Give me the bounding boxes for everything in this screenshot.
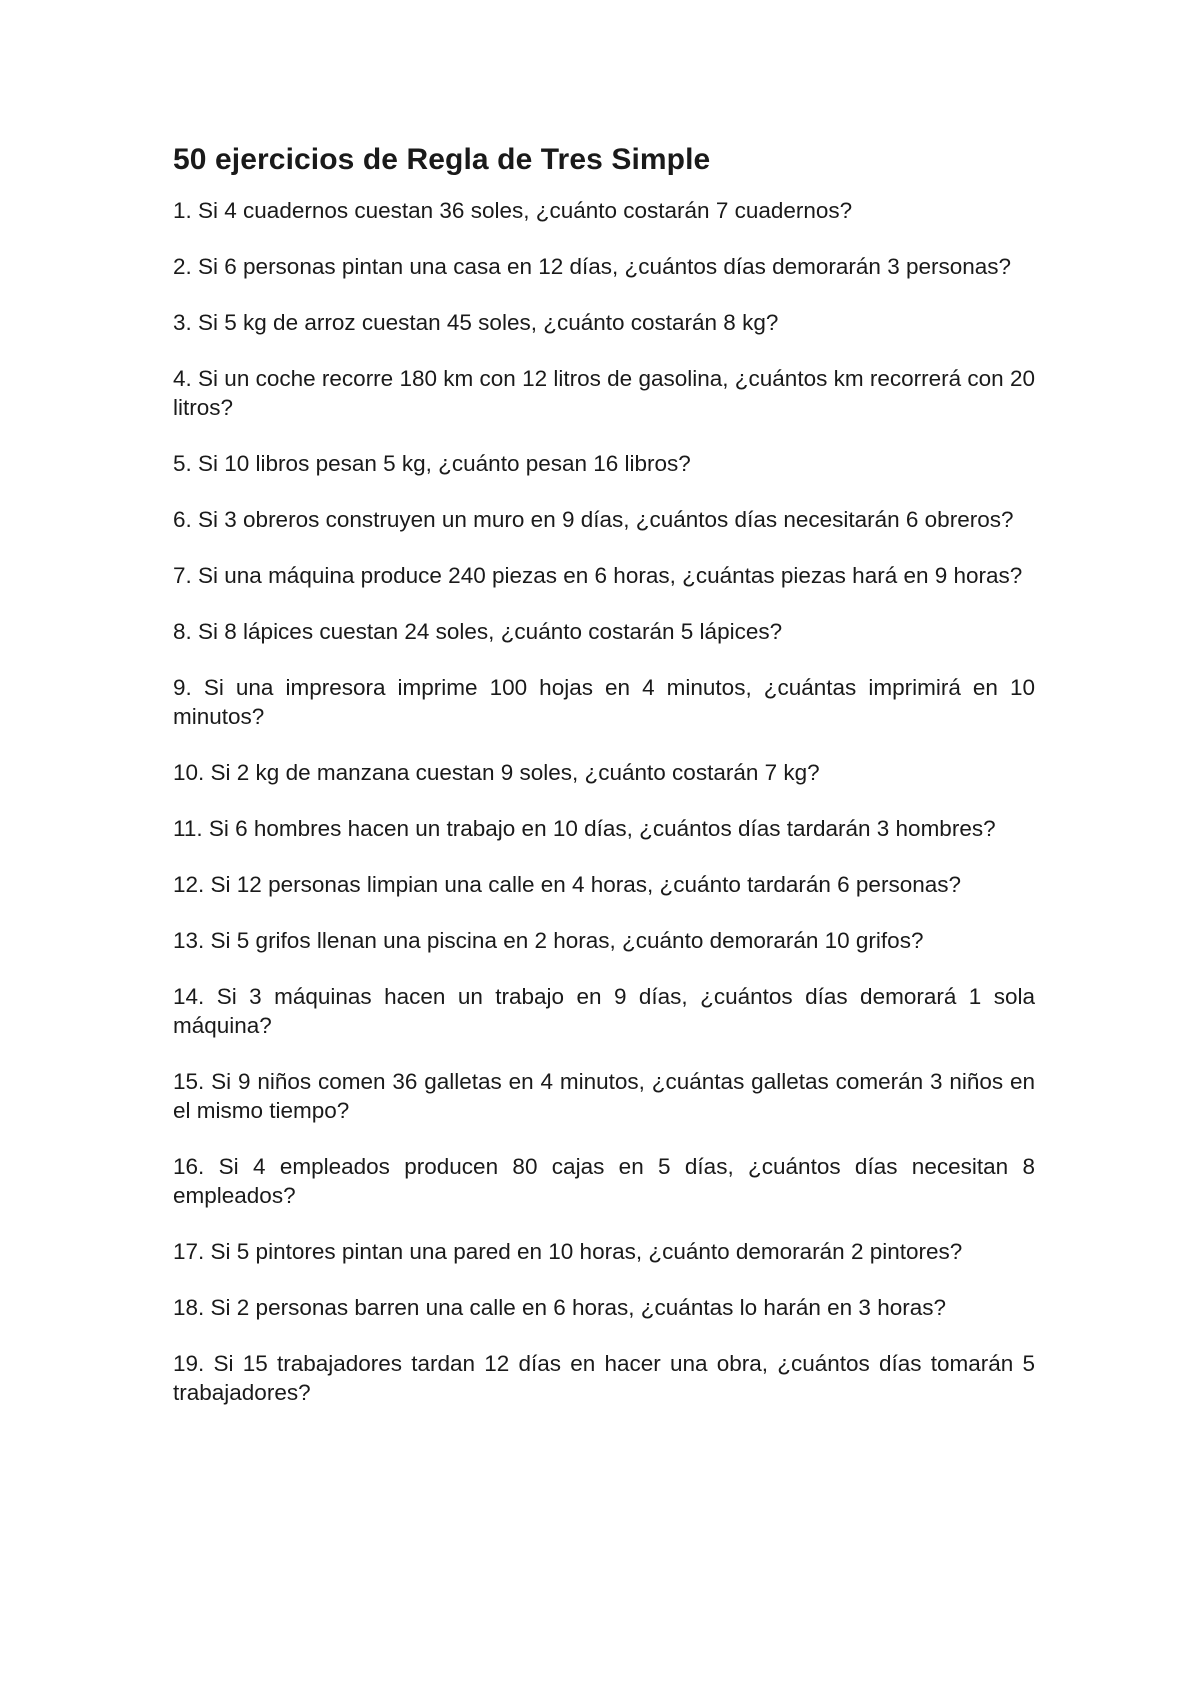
exercise-item: 8. Si 8 lápices cuestan 24 soles, ¿cuánto costarán 5 lápices? — [173, 619, 783, 644]
exercise-item: 16. Si 4 empleados producen 80 cajas en 5 días, ¿cuántos días necesitan 8 empleados? — [173, 1154, 1035, 1208]
exercise-item: 3. Si 5 kg de arroz cuestan 45 soles, ¿cuánto costarán 8 kg? — [173, 310, 779, 335]
exercise-item: 12. Si 12 personas limpian una calle en 4 horas, ¿cuánto tardarán 6 personas? — [173, 872, 961, 897]
exercise-item: 14. Si 3 máquinas hacen un trabajo en 9 días, ¿cuántos días demorará 1 sola máquina? — [173, 984, 1035, 1038]
exercise-item: 4. Si un coche recorre 180 km con 12 litros de gasolina, ¿cuántos km recorrerá con 20 litros? — [173, 366, 1035, 420]
exercise-item: 13. Si 5 grifos llenan una piscina en 2 horas, ¿cuánto demorarán 10 grifos? — [173, 928, 924, 953]
exercise-item: 2. Si 6 personas pintan una casa en 12 días, ¿cuántos días demorarán 3 personas? — [173, 254, 1012, 279]
exercise-item: 9. Si una impresora imprime 100 hojas en 4 minutos, ¿cuántas imprimirá en 10 minutos? — [173, 675, 1035, 729]
exercise-item: 11. Si 6 hombres hacen un trabajo en 10 días, ¿cuántos días tardarán 3 hombres? — [173, 816, 996, 841]
exercise-item: 18. Si 2 personas barren una calle en 6 horas, ¿cuántas lo harán en 3 horas? — [173, 1295, 946, 1320]
document-title: 50 ejercicios de Regla de Tres Simple — [173, 143, 711, 176]
exercise-item: 6. Si 3 obreros construyen un muro en 9 días, ¿cuántos días necesitarán 6 obreros? — [173, 507, 1014, 532]
exercise-item: 17. Si 5 pintores pintan una pared en 10 horas, ¿cuánto demorarán 2 pintores? — [173, 1239, 963, 1264]
exercise-item: 7. Si una máquina produce 240 piezas en 6 horas, ¿cuántas piezas hará en 9 horas? — [173, 563, 1023, 588]
exercise-item: 5. Si 10 libros pesan 5 kg, ¿cuánto pesan 16 libros? — [173, 451, 691, 476]
exercise-item: 1. Si 4 cuadernos cuestan 36 soles, ¿cuánto costarán 7 cuadernos? — [173, 198, 853, 223]
exercise-item: 15. Si 9 niños comen 36 galletas en 4 minutos, ¿cuántas galletas comerán 3 niños en el mismo tiempo? — [173, 1069, 1035, 1123]
exercise-item: 10. Si 2 kg de manzana cuestan 9 soles, ¿cuánto costarán 7 kg? — [173, 760, 820, 785]
exercise-list — [173, 196, 1035, 1407]
exercise-item: 19. Si 15 trabajadores tardan 12 días en hacer una obra, ¿cuántos días tomarán 5 trabajadores? — [173, 1351, 1035, 1405]
document-content — [173, 140, 1035, 1434]
